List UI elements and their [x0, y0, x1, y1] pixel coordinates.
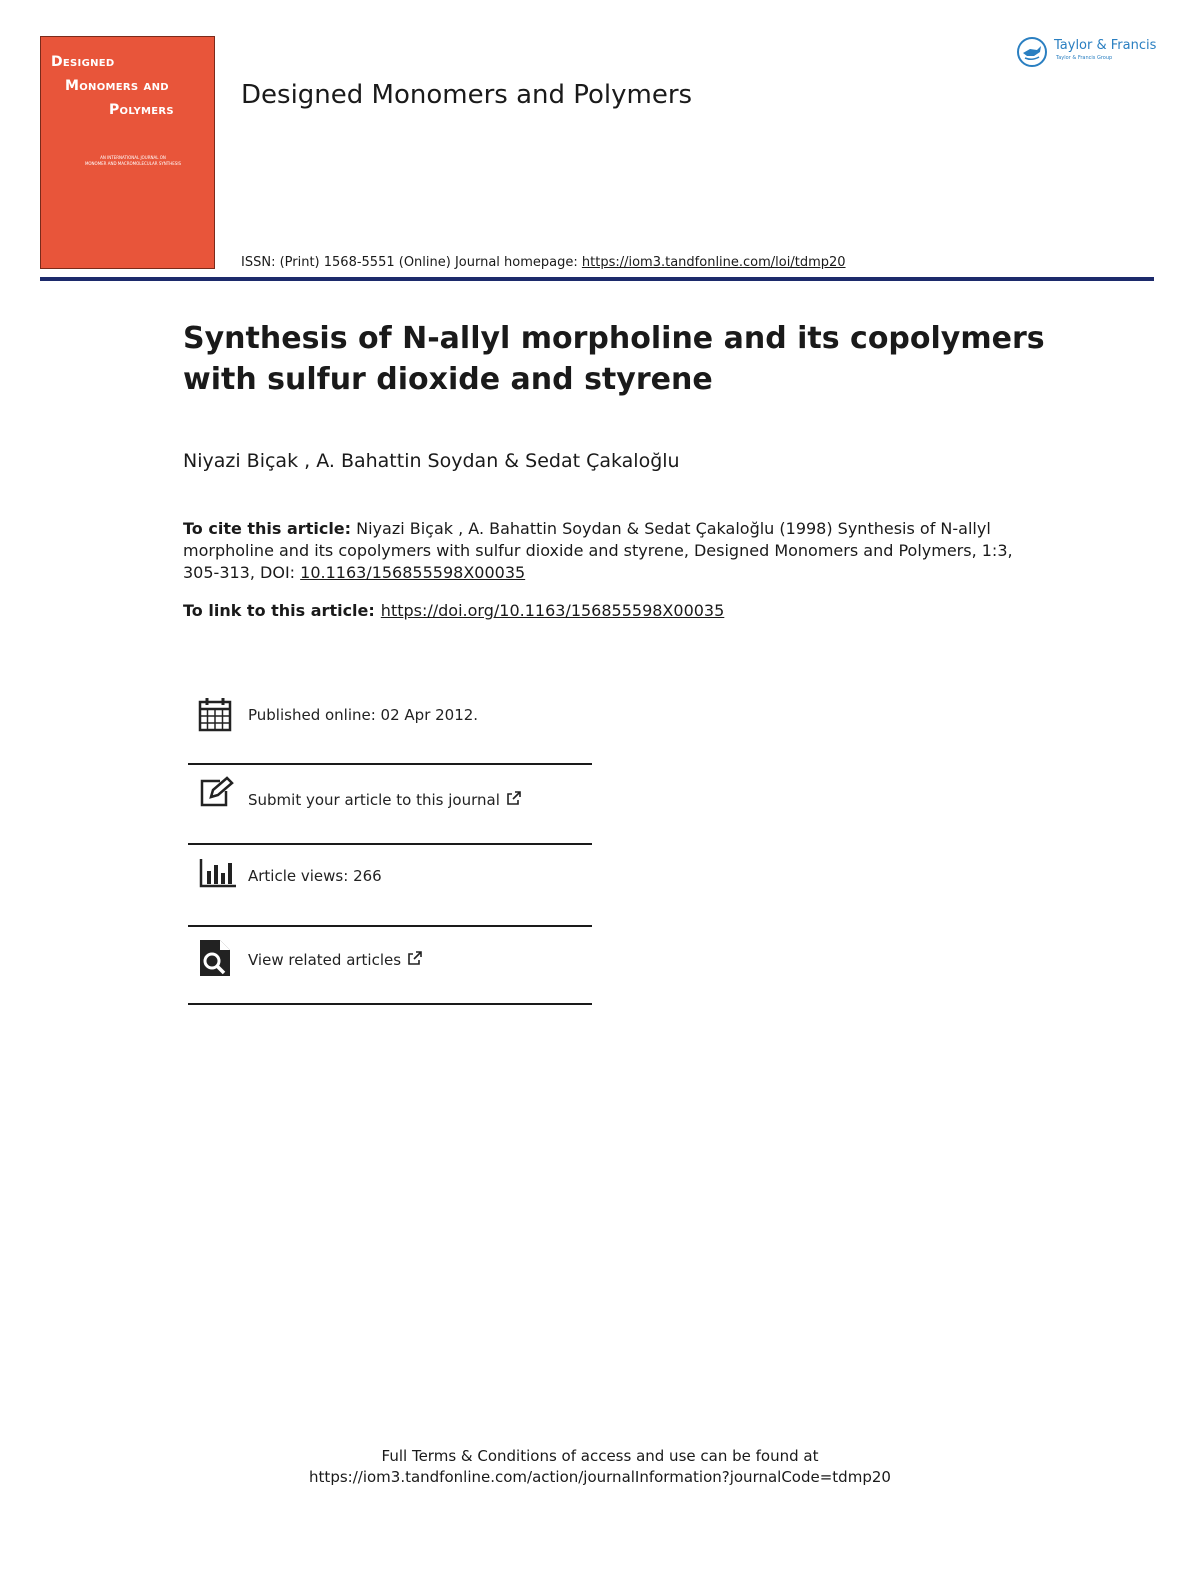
article-link-line: [183, 601, 724, 620]
divider: [188, 925, 592, 927]
cover-title-line-2: Monomers and: [65, 78, 169, 94]
doi-link[interactable]: 10.1163/156855598X00035: [300, 563, 526, 582]
journal-homepage-link[interactable]: https://iom3.tandfonline.com/loi/tdmp20: [581, 255, 846, 270]
citation-label: To cite this article:: [183, 519, 352, 538]
related-articles-row[interactable]: [188, 936, 592, 980]
footer: [0, 1446, 1200, 1488]
citation-block: [183, 518, 1013, 584]
submit-article-text[interactable]: Submit your article to this journal: [248, 791, 500, 809]
publisher-name: Taylor & Francis: [1054, 38, 1157, 53]
publisher-tagline: Taylor & Francis Group: [1056, 55, 1113, 61]
edit-icon: [198, 776, 234, 808]
divider: [188, 763, 592, 765]
submit-article-link[interactable]: [248, 790, 522, 809]
header-rule: [40, 277, 1154, 281]
divider: [188, 1003, 592, 1005]
calendar-icon: [198, 696, 232, 732]
citation-text: Niyazi Biçak , A. Bahattin Soydan & Sedat Çakaloğlu (1998) Synthesis of N-allyl morpholine and its copolymers with sulfur dioxide and styrene, Designed Monomers and Polymers, 1:3, 305-313, DOI:: [183, 519, 1013, 582]
article-title: Synthesis of N-allyl morpholine and its copolymers with sulfur dioxide and styrene: [183, 321, 1045, 397]
cover-subtitle-2: MONOMER AND MACROMOLECULAR SYNTHESIS: [84, 161, 182, 166]
published-online-text: Published online: 02 Apr 2012.: [248, 706, 479, 724]
cover-title-line-1: Designed: [51, 54, 115, 70]
journal-title: Designed Monomers and Polymers: [241, 80, 693, 110]
article-views-text: Article views: 266: [248, 867, 382, 885]
external-link-icon: [407, 950, 423, 966]
article-views-row: [188, 855, 592, 899]
external-link-icon: [506, 790, 522, 806]
cover-title-line-3: Polymers: [109, 102, 174, 118]
document-search-icon: [198, 938, 232, 978]
bar-chart-icon: [198, 857, 238, 889]
article-authors: Niyazi Biçak , A. Bahattin Soydan & Sedat Çakaloğlu: [183, 450, 680, 472]
related-articles-text[interactable]: View related articles: [248, 951, 402, 969]
cover-subtitle-1: AN INTERNATIONAL JOURNAL ON: [100, 155, 166, 160]
related-articles-link[interactable]: [248, 950, 423, 969]
article-doi-url[interactable]: https://doi.org/10.1163/156855598X00035: [380, 601, 725, 620]
link-label: To link to this article:: [183, 601, 375, 620]
journal-cover: [40, 36, 215, 269]
divider: [188, 843, 592, 845]
footer-line-1: Full Terms & Conditions of access and use can be found at: [381, 1447, 819, 1465]
footer-terms-link[interactable]: https://iom3.tandfonline.com/action/journalInformation?journalCode=tdmp20: [309, 1468, 891, 1486]
submit-article-row[interactable]: [188, 774, 592, 818]
issn-line: [241, 255, 846, 270]
issn-text: ISSN: (Print) 1568-5551 (Online) Journal homepage:: [241, 255, 582, 270]
published-online-row: [188, 694, 592, 738]
